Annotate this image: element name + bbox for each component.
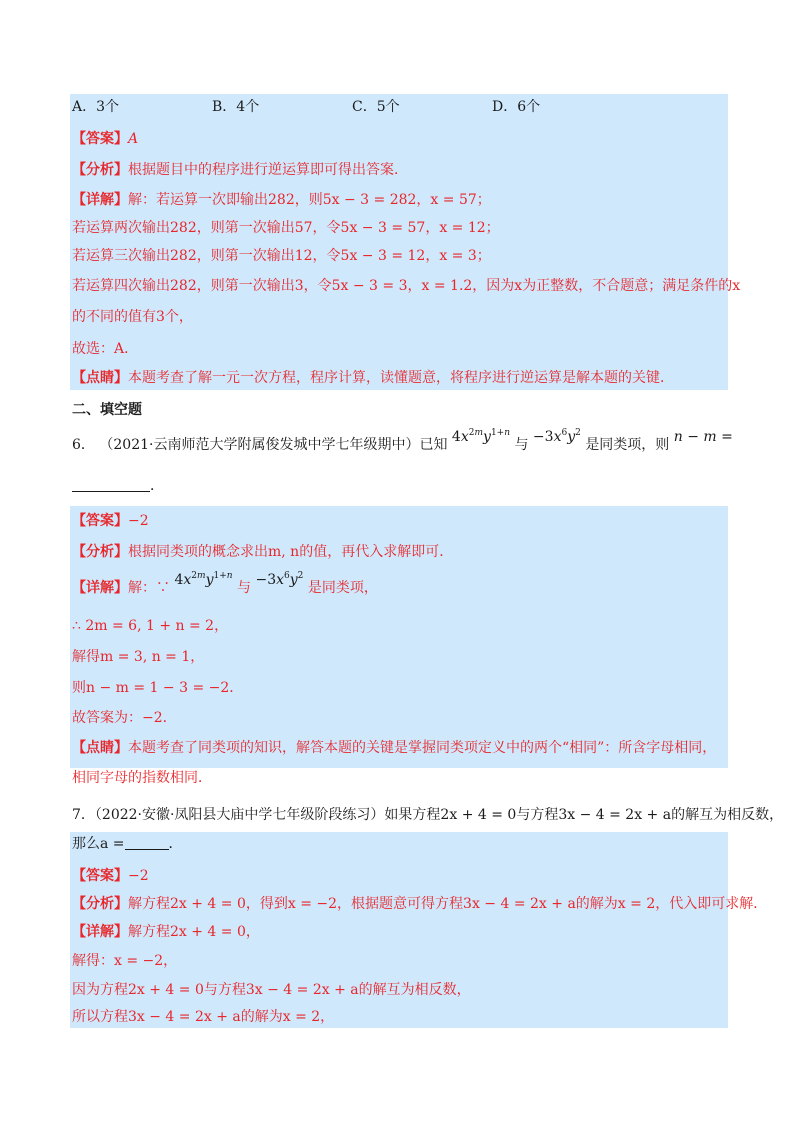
q5-analysis: 【分析】根据题目中的程序进行逆运算即可得出答案． (72, 162, 408, 178)
q6-detail-5: 故答案为：−2． (72, 710, 177, 726)
term2: $-3x^6y^2$ (532, 428, 581, 445)
term1: $4x^{2m}y^{1+n}$ (451, 428, 511, 445)
q5-choose: 故选：A． (72, 341, 139, 357)
q7-detail-3: 所以方程3x − 4 = 2x + a的解为x = 2， (72, 1009, 335, 1025)
q7-analysis: 【分析】解方程2x + 4 = 0，得到x = −2，根据题意可得方程3x − 4 = 2x + a的解为x = 2，代入即可求解． (72, 896, 768, 912)
q6-stem: 6． （2021·云南师范大学附属俊发城中学七年级期中）已知 $4x^{2m}y^{1+n}$ 与 $-3x^6y^2$ 是同类项，则 n − m = (72, 428, 733, 453)
q5-detail-5: 的不同的值有3个， (72, 309, 193, 325)
highlight-q5 (70, 94, 728, 390)
q5-comment: 【点睛】本题考查了解一元一次方程，程序计算，读懂题意，将程序进行逆运算是解本题的关键． (72, 370, 674, 386)
q6-comment-1: 【点睛】本题考查了同类项的知识，解答本题的关键是掌握同类项定义中的两个“相同”：所含字母相同， (72, 740, 717, 756)
option-c: C．5个 (352, 99, 400, 115)
q6-detail-3: 解得m = 3, n = 1， (72, 649, 205, 665)
q6-comment-2: 相同字母的指数相同． (72, 770, 212, 786)
q7-answer: 【答案】−2 (72, 868, 149, 884)
option-b: B．4个 (212, 99, 260, 115)
q6-analysis: 【分析】根据同类项的概念求出m, n的值，再代入求解即可． (72, 544, 454, 560)
answer-blank (72, 477, 150, 492)
section-title: 二、填空题 (72, 402, 142, 418)
q7-stem-2: 那么a = ． (72, 836, 183, 852)
q6-answer: 【答案】−2 (72, 513, 149, 529)
q6-detail-1: 【详解】解：∵ $4x^{2m}y^{1+n}$ 与 $-3x^6y^2$ 是同类项， (72, 571, 378, 596)
q7-stem-1: 7．（2022·安徽·凤阳县大庙中学七年级阶段练习）如果方程2x + 4 = 0与方程3x − 4 = 2x + a的解互为相反数， (72, 807, 784, 823)
q5-detail-2: 若运算两次输出282，则第一次输出57，令5x − 3 = 57，x = 12； (72, 220, 500, 236)
q6-blank: ． (72, 476, 164, 496)
q5-options (72, 97, 540, 117)
q6-ask: n − m = (673, 429, 733, 445)
answer-blank (125, 835, 169, 850)
q7-detail-1: 解得：x = −2， (72, 953, 178, 969)
q6-detail-2: ∴ 2m = 6, 1 + n = 2， (72, 618, 229, 634)
q7-detail-2: 因为方程2x + 4 = 0与方程3x − 4 = 2x + a的解互为相反数， (72, 982, 471, 998)
q5-detail-3: 若运算三次输出282，则第一次输出12，令5x − 3 = 12，x = 3； (72, 248, 491, 264)
q5-detail-1: 【详解】解：若运算一次即输出282，则5x − 3 = 282，x = 57； (72, 192, 491, 208)
q6-detail-4: 则n − m = 1 − 3 = −2． (72, 680, 244, 696)
q7-detail-0: 【详解】解方程2x + 4 = 0， (72, 924, 260, 940)
q5-detail-4: 若运算四次输出282，则第一次输出3，令5x − 3 = 3，x = 1.2，因为x为正整数，不合题意；满足条件的x (72, 278, 741, 294)
q5-answer: 【答案】A (72, 131, 139, 147)
option-a: A．3个 (72, 99, 120, 115)
option-d: D．6个 (492, 99, 541, 115)
